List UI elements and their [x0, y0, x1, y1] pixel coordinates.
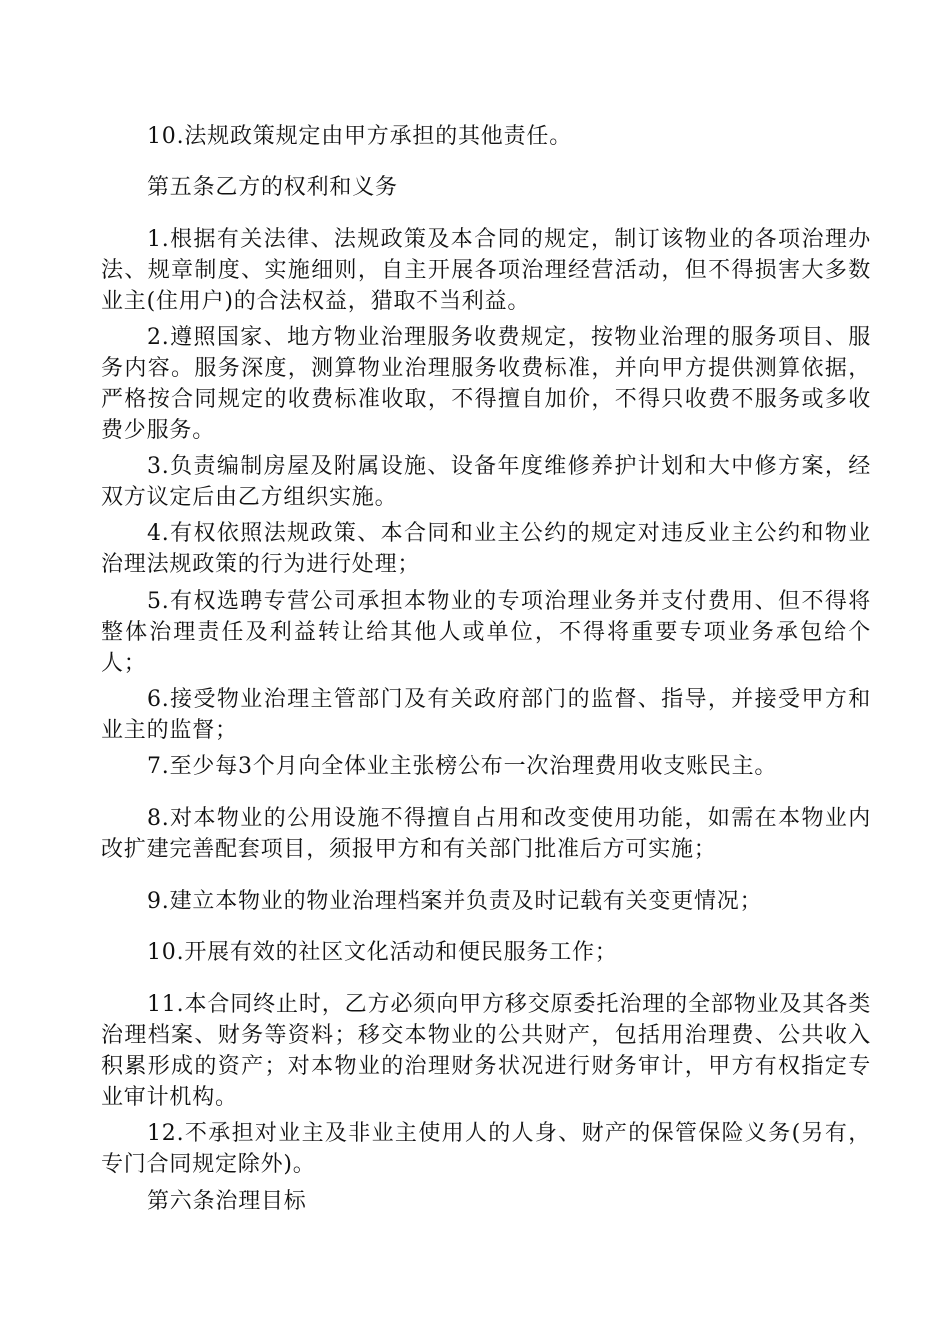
paragraph-item-3: 3.负责编制房屋及附属设施、设备年度维修养护计划和大中修方案，经双方议定后由乙方组织实施。	[101, 454, 871, 510]
paragraph-item-12: 12.不承担对业主及非业主使用人的人身、财产的保管保险义务(另有，专门合同规定除外)。	[101, 1121, 871, 1177]
paragraph-item-7: 7.至少每3个月向全体业主张榜公布一次治理费用收支账民主。	[147, 754, 778, 779]
paragraph-item-8: 8.对本物业的公用设施不得擅自占用和改变使用功能，如需在本物业内改扩建完善配套项目，须报甲方和有关部门批准后方可实施；	[101, 806, 871, 862]
paragraph-item-1: 1.根据有关法律、法规政策及本合同的规定，制订该物业的各项治理办法、规章制度、实施细则，自主开展各项治理经营活动，但不得损害大多数业主(住用户)的合法权益，猎取不当利益。	[101, 227, 871, 314]
section-heading-article-5: 第五条乙方的权利和义务	[147, 175, 398, 200]
paragraph-item-10: 10.开展有效的社区文化活动和便民服务工作；	[147, 940, 618, 965]
paragraph-item-11: 11.本合同终止时，乙方必须向甲方移交原委托治理的全部物业及其各类治理档案、财务等资料；移交本物业的公共财产，包括用治理费、公共收入积累形成的资产；对本物业的治理财务状况进行财务审计，甲方有权指定专业审计机构。	[101, 992, 871, 1110]
paragraph-item-9: 9.建立本物业的物业治理档案并负责及时记载有关变更情况；	[147, 889, 763, 914]
paragraph-item-10-gov-duty: 10.法规政策规定由甲方承担的其他责任。	[147, 124, 572, 149]
paragraph-item-4: 4.有权依照法规政策、本合同和业主公约的规定对违反业主公约和物业治理法规政策的行为进行处理；	[101, 521, 871, 577]
document-page	[101, 0, 871, 1344]
paragraph-item-2: 2.遵照国家、地方物业治理服务收费规定，按物业治理的服务项目、服务内容。服务深度，测算物业治理服务收费标准，并向甲方提供测算依据，严格按合同规定的收费标准收取，不得擅自加价，不得只收费不服务或多收费少服务。	[101, 325, 871, 443]
paragraph-item-5: 5.有权选聘专营公司承担本物业的专项治理业务并支付费用、但不得将整体治理责任及利益转让给其他人或单位，不得将重要专项业务承包给个人；	[101, 589, 871, 676]
section-heading-article-6: 第六条治理目标	[147, 1189, 307, 1214]
paragraph-item-6: 6.接受物业治理主管部门及有关政府部门的监督、指导，并接受甲方和业主的监督；	[101, 687, 871, 743]
